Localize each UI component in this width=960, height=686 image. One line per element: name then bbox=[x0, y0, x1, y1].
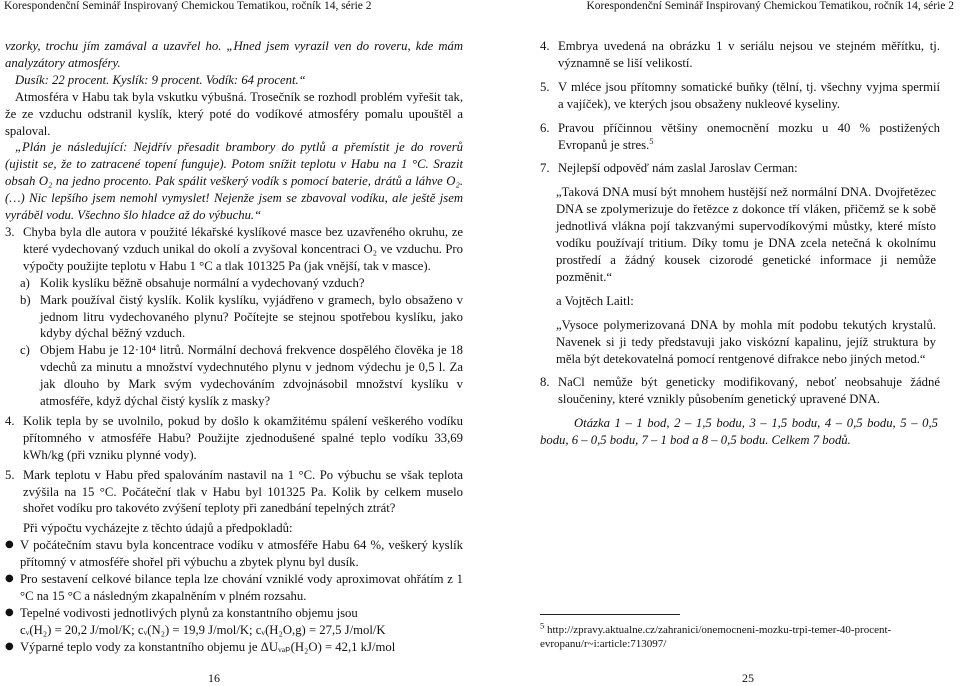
answer-quote: „Taková DNA musí být mnohem hustější než normální DNA. Dvojřetězec DNA se zpolymerizuje do řetězce z dokonce tří vláken, přičemž se k sobě jednotlivá vlákna pojí takzvanými supervodíkovými můstky, které místo vodíku používají tritium. Díky tomu je DNA zcela netečná k okolnímu prostředí a žádný kousek cizorodé genetické informace ji nemůže pozměnit.“ bbox=[556, 185, 936, 284]
footnote-number: 5 bbox=[540, 620, 545, 631]
answer-7 bbox=[540, 160, 940, 177]
heat-capacity-values: cᵥ(H₂) = 20,2 J/mol/K; cᵥ(N₂) = 19,9 J/mol/K; cᵥ(H₂O,g) = 27,5 J/mol/K bbox=[20, 622, 386, 637]
answer-number: 4. bbox=[540, 39, 550, 53]
bullet-icon: ● bbox=[5, 640, 14, 652]
question-3b bbox=[5, 292, 463, 343]
assumption-text: Výparné teplo vody za konstantního objemu je ΔUᵥₐₚ(H₂O) = 42,1 kJ/mol bbox=[20, 639, 396, 654]
story-quote: „Plán je následující: Nejdřív přesadit brambory do pytlů a přemístit je do roverů (ujistit se, že to zatracené topení funguje). Potom snížit teplotu v Habu na 1 °C. Srazit obsah O₂ na jedno procento. Pak spálit veškerý vodík s pomocí baterie, drátů a láhve O₂. (…) Nic lepšího jsem nemohl vymyslet! Nejenže jsem se zbavoval vodíku, ale ještě jsem vyráběl vodu. Všechno šlo hladce až do výbuchu.“ bbox=[5, 140, 463, 223]
question-3a bbox=[5, 275, 463, 292]
footnote-marker: 5 bbox=[649, 135, 654, 146]
subquestion-letter: a) bbox=[20, 275, 30, 290]
answer-number: 7. bbox=[540, 161, 550, 176]
answer-4 bbox=[540, 38, 940, 72]
story-paragraph: Dusík: 22 procent. Kyslík: 9 procent. Vodík: 64 procent.“ bbox=[15, 72, 306, 87]
bullet-icon: ● bbox=[5, 606, 14, 618]
answer-6 bbox=[540, 120, 940, 154]
answer-number: 8. bbox=[540, 375, 550, 390]
subquestion-letter: b) bbox=[20, 292, 31, 307]
question-4 bbox=[5, 413, 463, 464]
subquestion-text: Objem Habu je 12·10⁴ litrů. Normální dechová frekvence dospělého člověka je 18 vdechů za minutu a množství vydechnutého plynu v jednom výdechu je 0,5 l. Za jak dlouho by Mark svým vydechováním zdvojnásobil množství kyslíku v atmosféře, když dýchal čistý kyslík z masky? bbox=[40, 343, 463, 409]
answer-quote: „Vysoce polymerizovaná DNA by mohla mít podobu tekutých krystalů. Navenek si ji tedy představuji jako viskózní kapalinu, jejíž struktura by měla být detekovatelná pomocí rentgenové difrakce nebo jiných metod.“ bbox=[556, 317, 936, 366]
footnote-divider bbox=[540, 614, 680, 615]
answer-text: Embrya uvedená na obrázku 1 v seriálu nejsou ve stejném měřítku, tj. významně se liší velikostí. bbox=[558, 39, 940, 70]
subquestion-text: Kolik kyslíku běžně obsahuje normální a vydechovaný vzduch? bbox=[40, 275, 365, 290]
subquestion-text: Mark používal čistý kyslík. Kolik kyslíku, vyjádřeno v gramech, bylo obsaženo v jednom litru vydechovaného plynu? Počítejte se stejnou spotřebou kyslíku, jako kdyby dýchal běžný vzduch. bbox=[40, 292, 463, 341]
assumption-item bbox=[5, 571, 463, 605]
answer-text: Nejlepší odpověď nám zaslal Jaroslav Cerman: bbox=[558, 161, 798, 176]
right-column bbox=[540, 38, 940, 449]
bullet-icon: ● bbox=[5, 573, 14, 585]
question-5 bbox=[5, 467, 463, 518]
question-text: Chyba byla dle autora v použité lékařské kyslíkové masce bez uzavřeného okruhu, ze které vydechovaný vzduch unikal do okolí a zvyšoval koncentraci O₂ ve vzduchu. Pro výpočty použijte teplotu v Habu 1 °C a tlak 101325 Pa (jak vnější, tak v masce). bbox=[23, 224, 463, 273]
assumption-item bbox=[5, 605, 463, 639]
bullet-icon: ● bbox=[5, 539, 14, 551]
assumption-text: V počátečním stavu byla koncentrace vodíku v atmosféře Habu 64 %, veškerý kyslík přítomný v atmosféře shořel při výbuchu a zbytek plynu byl dusík. bbox=[20, 538, 463, 570]
question-number: 5. bbox=[5, 467, 15, 482]
footnote bbox=[540, 620, 940, 651]
answer-text: V mléce jsou přítomny somatické buňky (tělní, tj. všechny vyjma spermií a vajíček), ve kterých jsou obsaženy nukleové kyseliny. bbox=[558, 79, 940, 111]
subquestion-letter: c) bbox=[20, 343, 30, 358]
answer-number: 6. bbox=[540, 120, 550, 135]
footnote-link[interactable]: http://zpravy.aktualne.cz/zahranici/onemocneni-mozku-trpi-temer-40-procent-evropanu/r~i:article:713097/ bbox=[540, 624, 892, 650]
page-header: Korespondenční Seminář Inspirovaný Chemickou Tematikou, ročník 14, série 2 bbox=[4, 0, 372, 12]
question-text: Kolik tepla by se uvolnilo, pokud by došlo k okamžitému spálení veškerého vodíku přítomného v atmosféře Habu? Použijte zjednodušené spalné teplo vodíku 33,69 kWh/kg (při vzniku plynné vody). bbox=[23, 413, 463, 462]
story-paragraph: Atmosféra v Habu tak byla vskutku výbušná. Trosečník se rozhodl problém vyřešit tak, že ze vzduchu odstranil kyslík, který poté do vodíkové atmosféry pomalu upouštěl a spaloval. bbox=[5, 89, 463, 138]
left-column bbox=[5, 38, 463, 656]
answer-text: Pravou příčinnou většiny onemocnění mozku u 40 % postižených Evropanů je stres. bbox=[558, 120, 940, 152]
question-3 bbox=[5, 224, 463, 275]
assumption-item bbox=[5, 639, 463, 656]
question-text: Mark teplotu v Habu před spalováním nastavil na 1 °C. Po výbuchu se však teplota zvýšila na 15 °C. Počáteční tlak v Habu byl 101325 Pa. Kolik by celkem muselo shořet vodíku pro takovéto zvýšení teploty při zanedbání tepelných ztrát? bbox=[23, 467, 463, 516]
scoring-summary: Otázka 1 – 1 bod, 2 – 1,5 bodu, 3 – 1,5 bodu, 4 – 0,5 bodu, 5 – 0,5 bodu, 6 – 0,5 bodu, 7 – 1 bod a 8 – 0,5 bodu. Celkem 7 bodů. bbox=[540, 416, 938, 448]
answer-5 bbox=[540, 79, 940, 113]
left-page bbox=[0, 0, 480, 683]
story-paragraph: vzorky, trochu jím zamával a uzavřel ho. „Hned jsem vyrazil ven do roveru, kde mám analyzátory atmosféry. bbox=[5, 39, 463, 70]
answer-8 bbox=[540, 374, 940, 408]
assumption-text: Tepelné vodivosti jednotlivých plynů za konstantního objemu jsou bbox=[20, 605, 358, 620]
assumption-text: Pro sestavení celkové bilance tepla lze chování vzniklé vody aproximovat ohřátím z 1 °C na 15 °C a následným zkapalněním v plném rozsahu. bbox=[20, 572, 463, 603]
page-number: 25 bbox=[742, 671, 754, 685]
answer-text: NaCl nemůže být geneticky modifikovaný, neboť neobsahuje žádné sloučeniny, které vznikly působením genetický upravené DNA. bbox=[558, 375, 940, 407]
page-header: Korespondenční Seminář Inspirovaný Chemickou Tematikou, ročník 14, série 2 bbox=[586, 0, 954, 12]
question-number: 4. bbox=[5, 413, 15, 428]
page-number: 16 bbox=[208, 671, 220, 685]
second-author-label: a Vojtěch Laitl: bbox=[556, 293, 634, 308]
assumption-item bbox=[5, 537, 463, 571]
right-page bbox=[480, 0, 960, 683]
answer-number: 5. bbox=[540, 79, 550, 94]
question-3c bbox=[5, 342, 463, 410]
question-number: 3. bbox=[5, 224, 15, 239]
assumptions-intro: Při výpočtu vycházejte z těchto údajů a předpokladů: bbox=[23, 521, 293, 536]
